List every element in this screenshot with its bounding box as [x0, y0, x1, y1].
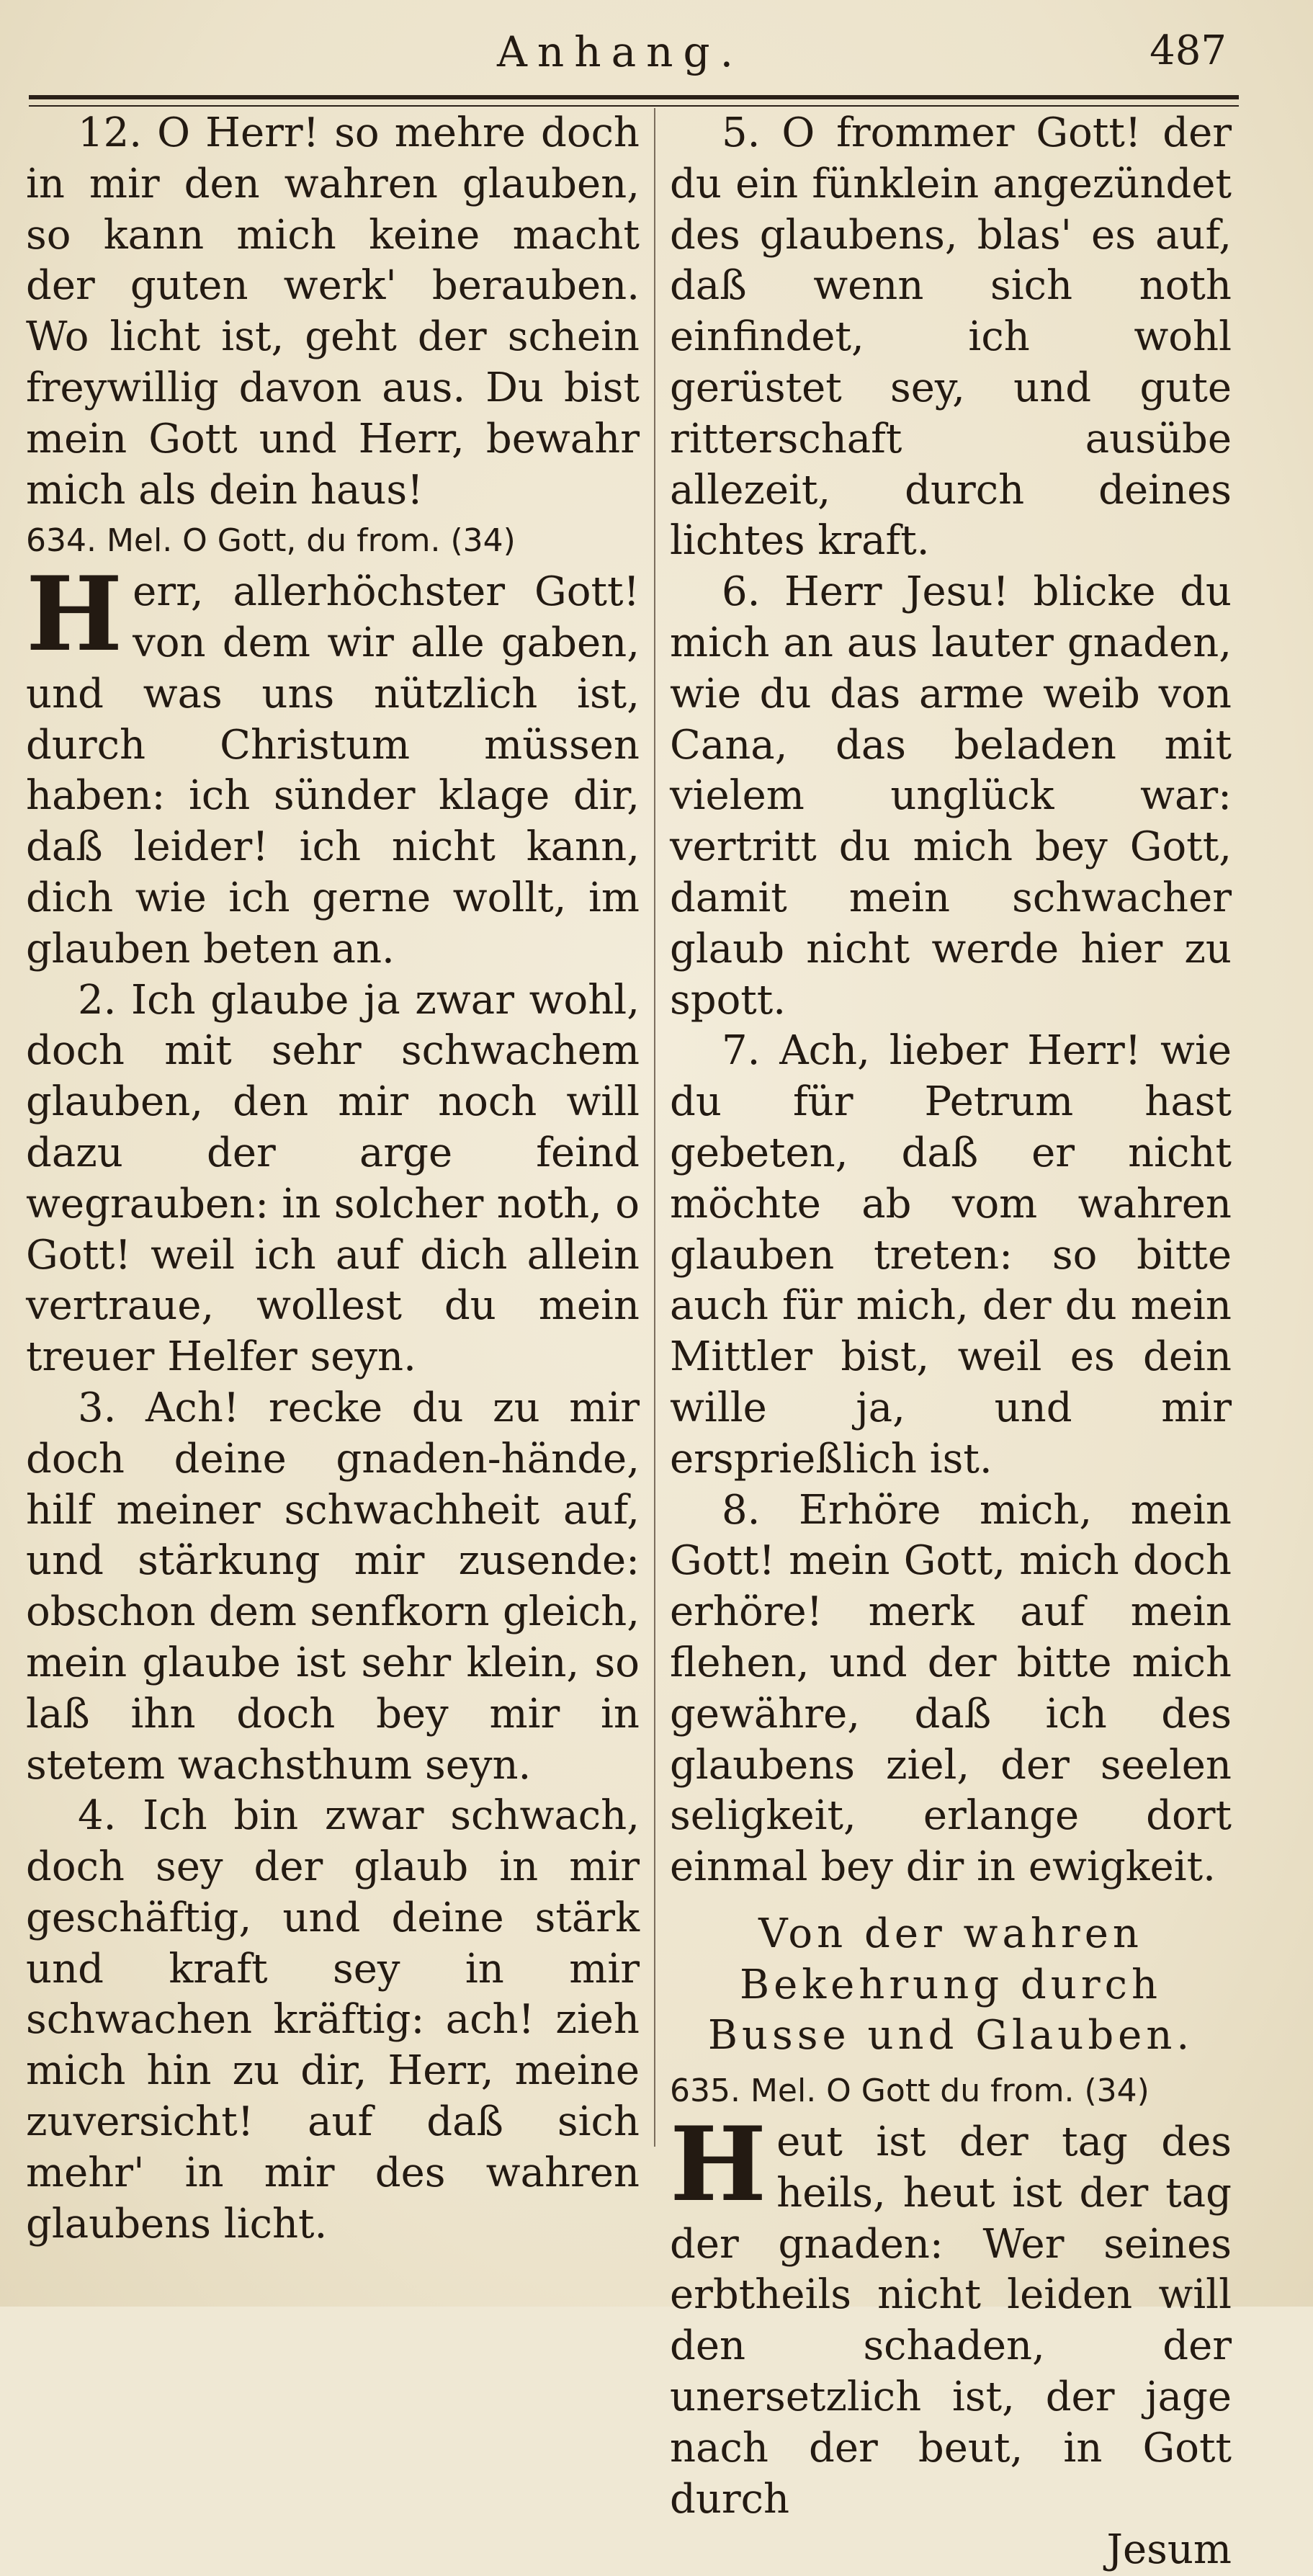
hymn-634-stanza-3: 3. Ach! recke du zu mir doch deine gnaden-hände, hilf meiner schwachheit auf, und stärkung mir zusende: obschon dem senfkorn gleich, mein glaube ist sehr klein, so laß ihn doch bey mir in stetem wachsthum seyn. — [26, 1384, 640, 1789]
stanza-12: 12. O Herr! so mehre doch in mir den wahren glauben, so kann mich keine macht der guten werk' berauben. Wo licht ist, geht der schein freywillig davon aus. Du bist mein Gott und Herr, bewahr mich als dein haus! — [26, 109, 640, 514]
left-column — [26, 108, 640, 2250]
hymn-635-stanza-1: eut ist der tag des heils, heut ist der tag der gnaden: Wer seines erbtheils nicht leiden will den schaden, der unersetzlich ist, der jage nach der beut, in Gott durch — [670, 2119, 1232, 2523]
header-rule-thin — [29, 105, 1239, 107]
page-number: 487 — [1150, 27, 1227, 74]
stanza-5: 5. O frommer Gott! der du ein fünklein angezündet des glaubens, blas' es auf, daß wenn sich noth einfindet, ich wohl gerüstet sey, und gute ritterschaft ausübe allezeit, durch deines lichtes kraft. — [670, 109, 1232, 565]
stanza-8: 8. Erhöre mich, mein Gott! mein Gott, mich doch erhöre! merk auf mein flehen, und der bitte mich gewähre, daß ich des glaubens ziel, der seelen seligkeit, erlange dort einmal bey dir in ewigkeit. — [670, 1486, 1232, 1891]
running-title: Anhang. — [497, 27, 744, 76]
page-header — [0, 22, 1313, 76]
dropcap-initial: H — [670, 2105, 767, 2225]
hymn-634-stanza-2: 2. Ich glaube ja zwar wohl, doch mit sehr schwachem glauben, den mir noch will dazu der arge feind wegrauben: in solcher noth, o Gott! weil ich auf dich allein vertraue, wollest du mein treuer Helfer seyn. — [26, 976, 640, 1381]
section-title: Von der wahren Bekehrung durch Busse und Glauben. — [707, 1910, 1194, 2060]
column-divider — [654, 108, 655, 2147]
header-rule — [29, 95, 1239, 99]
hymn-635-first-stanza — [670, 2105, 1232, 2525]
hymn-634-first-stanza — [26, 555, 640, 975]
right-column — [670, 108, 1232, 2576]
hymn-634-stanza-1: err, allerhöchster Gott! von dem wir alle gaben, und was uns nützlich ist, durch Christum müssen haben: ich sünder klage dir, daß leider! ich nicht kann, dich wie ich gerne wollt, im glauben beten an. — [26, 568, 640, 972]
stanza-6: 6. Herr Jesu! blicke du mich an aus lauter gnaden, wie du das arme weib von Cana, das beladen mit vielem unglück war: vertritt du mich bey Gott, damit mein schwacher glaub nicht werde hier zu spott. — [670, 568, 1232, 1024]
hymn-634-header: 634. Mel. O Gott, du from. (34) — [26, 522, 516, 560]
hymn-635-header: 635. Mel. O Gott du from. (34) — [670, 2072, 1150, 2110]
catchword: Jesum — [1106, 2526, 1232, 2574]
hymn-634-stanza-4: 4. Ich bin zwar schwach, doch sey der glaub in mir geschäftig, und deine stärk und kraft sey in mir schwachen kräftig: ach! zieh mich hin zu dir, Herr, meine zuversicht! auf daß sich mehr' in mir des wahren glaubens licht. — [26, 1792, 640, 2248]
stanza-7: 7. Ach, lieber Herr! wie du für Petrum hast gebeten, daß er nicht möchte ab vom wahren glauben treten: so bitte auch für mich, der du mein Mittler bist, weil es dein wille ja, und mir ersprießlich ist. — [670, 1027, 1232, 1482]
dropcap-initial: H — [26, 555, 123, 675]
